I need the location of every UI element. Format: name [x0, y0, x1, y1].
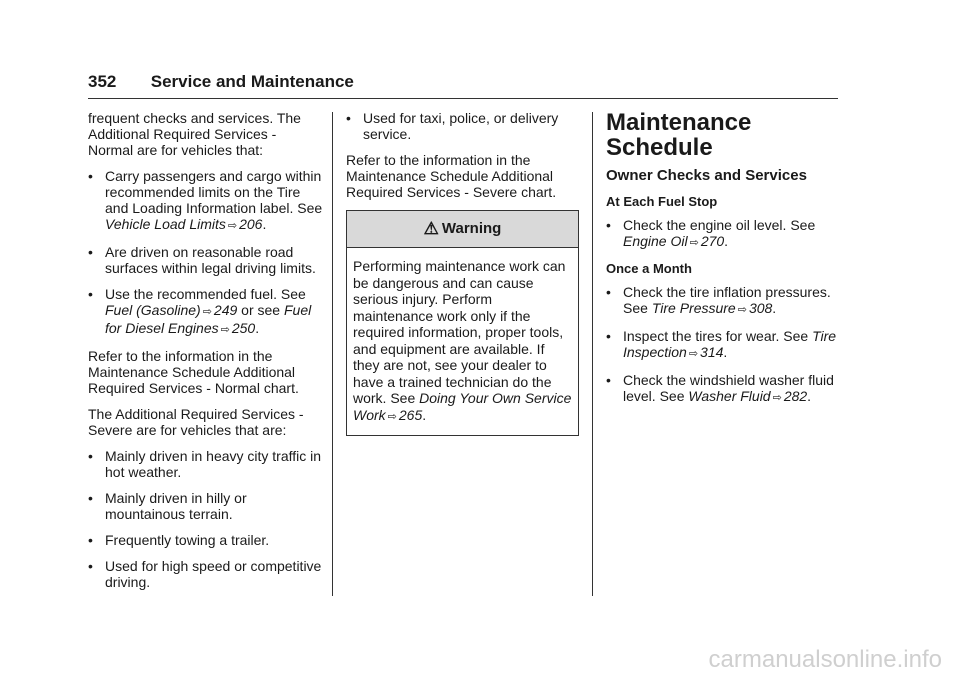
page-arrow-icon: ⇨ [689, 237, 699, 249]
cross-ref-link[interactable]: Tire Pressure [651, 300, 736, 316]
cross-ref-link[interactable]: Engine Oil [623, 233, 688, 249]
page-ref[interactable]: 282 [783, 388, 808, 404]
bullet: • [606, 328, 611, 344]
list-item: • Check the windshield washer fluid level. See Washer Fluid ⇨ 282. [606, 372, 834, 404]
intro-text: frequent checks and services. The Additional Required Services - Normal are for vehicles that: [88, 110, 301, 158]
bullet: • [606, 284, 611, 300]
list-item: • Mainly driven in hilly or mountainous terrain. [88, 490, 247, 522]
list-item: • Used for taxi, police, or delivery service. [346, 110, 559, 142]
bullet: • [606, 372, 611, 388]
page-ref[interactable]: 250 [231, 320, 256, 336]
column-divider [332, 112, 333, 596]
page-ref[interactable]: 249 [213, 302, 238, 318]
list-item: • Check the engine oil level. See Engine Oil ⇨ 270. [606, 217, 816, 249]
cross-ref-link[interactable]: Fuel (Gasoline) [105, 302, 201, 318]
header-rule [88, 98, 838, 99]
list-item: • Used for high speed or competitive driving. [88, 558, 322, 590]
cross-ref-link[interactable]: Doing Your Own Service Work [353, 390, 572, 423]
cross-ref-link[interactable]: Washer Fluid [688, 388, 771, 404]
section-title: Maintenance Schedule [606, 109, 752, 161]
page-arrow-icon: ⇨ [387, 410, 397, 423]
column-divider [592, 112, 593, 596]
bullet: • [88, 244, 93, 260]
warning-header [347, 211, 578, 248]
severe-intro-text: The Additional Required Services - Severe are for vehicles that are: [88, 406, 304, 438]
warning-body: Performing maintenance work can be dangerous and can cause serious injury. Perform maintenance work only if the required information, proper tools, and equipment are available. If they are not, see your dealer to have a trained technician do the work. See Doing Your Own Service Work ⇨ 265. [353, 258, 572, 423]
page-ref[interactable]: 308 [748, 300, 773, 316]
refer-normal-text: Refer to the information in the Maintenance Schedule Additional Required Services - Normal chart. [88, 348, 299, 396]
page-arrow-icon: ⇨ [202, 306, 212, 318]
warning-icon: ⚠ [423, 219, 439, 238]
cross-ref-link[interactable]: Tire Inspection [623, 328, 837, 360]
bullet: • [88, 286, 93, 302]
page-ref[interactable]: 314 [700, 344, 724, 360]
column-2 [346, 110, 579, 436]
bullet: • [88, 558, 93, 574]
cross-ref-link[interactable]: Vehicle Load Limits [105, 216, 226, 232]
page-title: Service and Maintenance [150, 72, 354, 91]
cross-ref-link[interactable]: Fuel for Diesel Engines [105, 302, 312, 336]
list-item: • Check the tire inflation pressures. See Tire Pressure ⇨ 308. [606, 284, 831, 316]
page-arrow-icon: ⇨ [688, 348, 699, 360]
monthly-heading: Once a Month [606, 261, 692, 276]
warning-box [346, 210, 579, 436]
refer-severe-text: Refer to the information in the Maintenance Schedule Additional Required Services - Severe chart. [346, 152, 557, 200]
list-item: • Carry passengers and cargo within recommended limits on the Tire and Loading Information label. See Vehicle Load Limits ⇨ 206. [88, 168, 323, 232]
watermark: carmanualsonline.info [708, 646, 942, 673]
fuel-stop-heading: At Each Fuel Stop [606, 194, 718, 209]
column-3 [606, 110, 838, 416]
bullet: • [88, 168, 93, 184]
bullet: • [88, 448, 93, 464]
list-item: • Are driven on reasonable road surfaces within legal driving limits. [88, 244, 316, 276]
page-arrow-icon: ⇨ [220, 324, 230, 336]
bullet: • [88, 532, 93, 548]
list-item: • Mainly driven in heavy city traffic in hot weather. [88, 448, 322, 480]
bullet: • [88, 490, 93, 506]
page-number: 352 [88, 72, 117, 91]
list-item: • Inspect the tires for wear. See Tire Inspection ⇨ 314. [606, 328, 837, 360]
page-arrow-icon: ⇨ [227, 220, 238, 232]
bullet: • [346, 110, 351, 126]
list-item: • Frequently towing a trailer. [88, 532, 270, 548]
list-item: • Use the recommended fuel. See Fuel (Gasoline) ⇨ 249 or see Fuel for Diesel Engines ⇨ 250. [88, 286, 312, 336]
page-arrow-icon: ⇨ [737, 304, 747, 316]
page-ref[interactable]: 270 [700, 233, 725, 249]
warning-title: Warning [441, 220, 502, 237]
page-arrow-icon: ⇨ [772, 392, 782, 404]
column-1 [88, 110, 324, 600]
page-ref[interactable]: 206 [239, 216, 263, 232]
bullet: • [606, 217, 611, 233]
page-header [88, 72, 354, 92]
subsection-title: Owner Checks and Services [606, 167, 807, 184]
page-ref[interactable]: 265 [398, 406, 423, 423]
